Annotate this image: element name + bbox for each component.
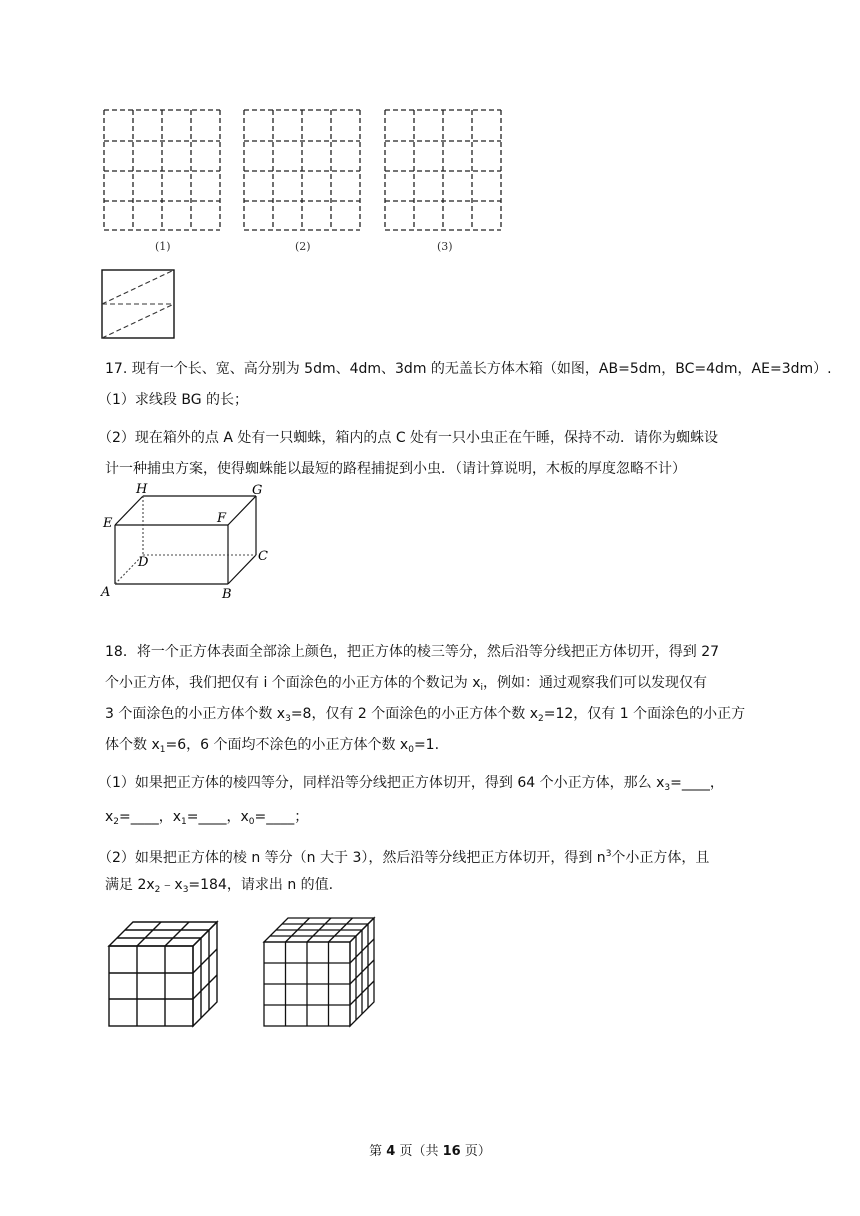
figure-label-2: (2) xyxy=(295,240,311,253)
current-page-number: 4 xyxy=(386,1144,396,1159)
q18-part1-line-1: （1）如果把正方体的棱四等分，同样沿等分线把正方体切开，得到 64 个小正方体，那么 $x_3=\_\_\_\_$， xyxy=(98,775,724,793)
q17-line-3: （2）现在箱外的点 A 处有一只蜘蛛，箱内的点 C 处有一只小虫正在午睡，保持不动．请你为蜘蛛设 xyxy=(98,430,719,446)
vertex-label-G: G xyxy=(252,483,263,498)
q17-line-1: 17. 现有一个长、宽、高分别为 5dm、4dm、3dm 的无盖长方体木箱（如图，AB=5dm，BC=4dm，AE=3dm）. xyxy=(105,361,832,377)
total-page-number: 16 xyxy=(442,1144,461,1159)
page-footer: 第 4 页（共 16 页） xyxy=(369,1144,491,1159)
q18-line-3: 3 个面涂色的小正方体个数 $x_3=8$，仅有 2 个面涂色的小正方体个数 $x_2=12$，仅有 1 个面涂色的小正方 xyxy=(105,706,746,724)
square-cut-figure xyxy=(100,268,176,340)
dashed-grid-figure-3 xyxy=(383,108,503,232)
q18-line-1: 18．将一个正方体表面全部涂上颜色，把正方体的棱三等分，然后沿等分线把正方体切开，得到 27 xyxy=(105,644,720,660)
vertex-label-H: H xyxy=(136,482,148,497)
vertex-label-D: D xyxy=(138,555,149,570)
vertex-label-A: A xyxy=(101,585,111,600)
q18-part1-line-2: $x_2=\_\_\_\_$，$x_1=\_\_\_\_$，$x_0=\_\_\_\_$； xyxy=(105,809,309,827)
figure-label-3: (3) xyxy=(437,240,453,253)
box-figure xyxy=(98,480,278,602)
dashed-grid-figure-2 xyxy=(242,108,362,232)
q18-line-2: 个小正方体，我们把仅有 i 个面涂色的小正方体的个数记为 $x_i$，例如：通过观察我们可以发现仅有 xyxy=(105,675,708,693)
dashed-grid-figure-1 xyxy=(102,108,222,232)
cube-3x3-figure xyxy=(105,918,225,1030)
figure-label-1: (1) xyxy=(155,240,171,253)
q18-part2-line-1: （2）如果把正方体的棱 n 等分（n 大于 3），然后沿等分线把正方体切开，得到 $n^3$个小正方体，且 xyxy=(98,849,710,866)
q17-line-2: （1）求线段 BG 的长； xyxy=(98,392,249,408)
q17-line-4: 计一种捕虫方案，使得蜘蛛能以最短的路程捕捉到小虫．（请计算说明，木板的厚度忽略不计） xyxy=(105,461,686,477)
vertex-label-E: E xyxy=(103,516,113,531)
q18-part2-line-2: 满足 $2x_2﹣x_3=184$，请求出 n 的值. xyxy=(105,877,334,895)
vertex-label-C: C xyxy=(258,549,268,564)
vertex-label-B: B xyxy=(222,587,232,602)
q18-line-4: 体个数 $x_1=6$，6 个面均不涂色的小正方体个数 $x_0=1$. xyxy=(105,737,440,755)
vertex-label-F: F xyxy=(217,511,227,526)
cube-4x4-figure xyxy=(258,914,380,1030)
